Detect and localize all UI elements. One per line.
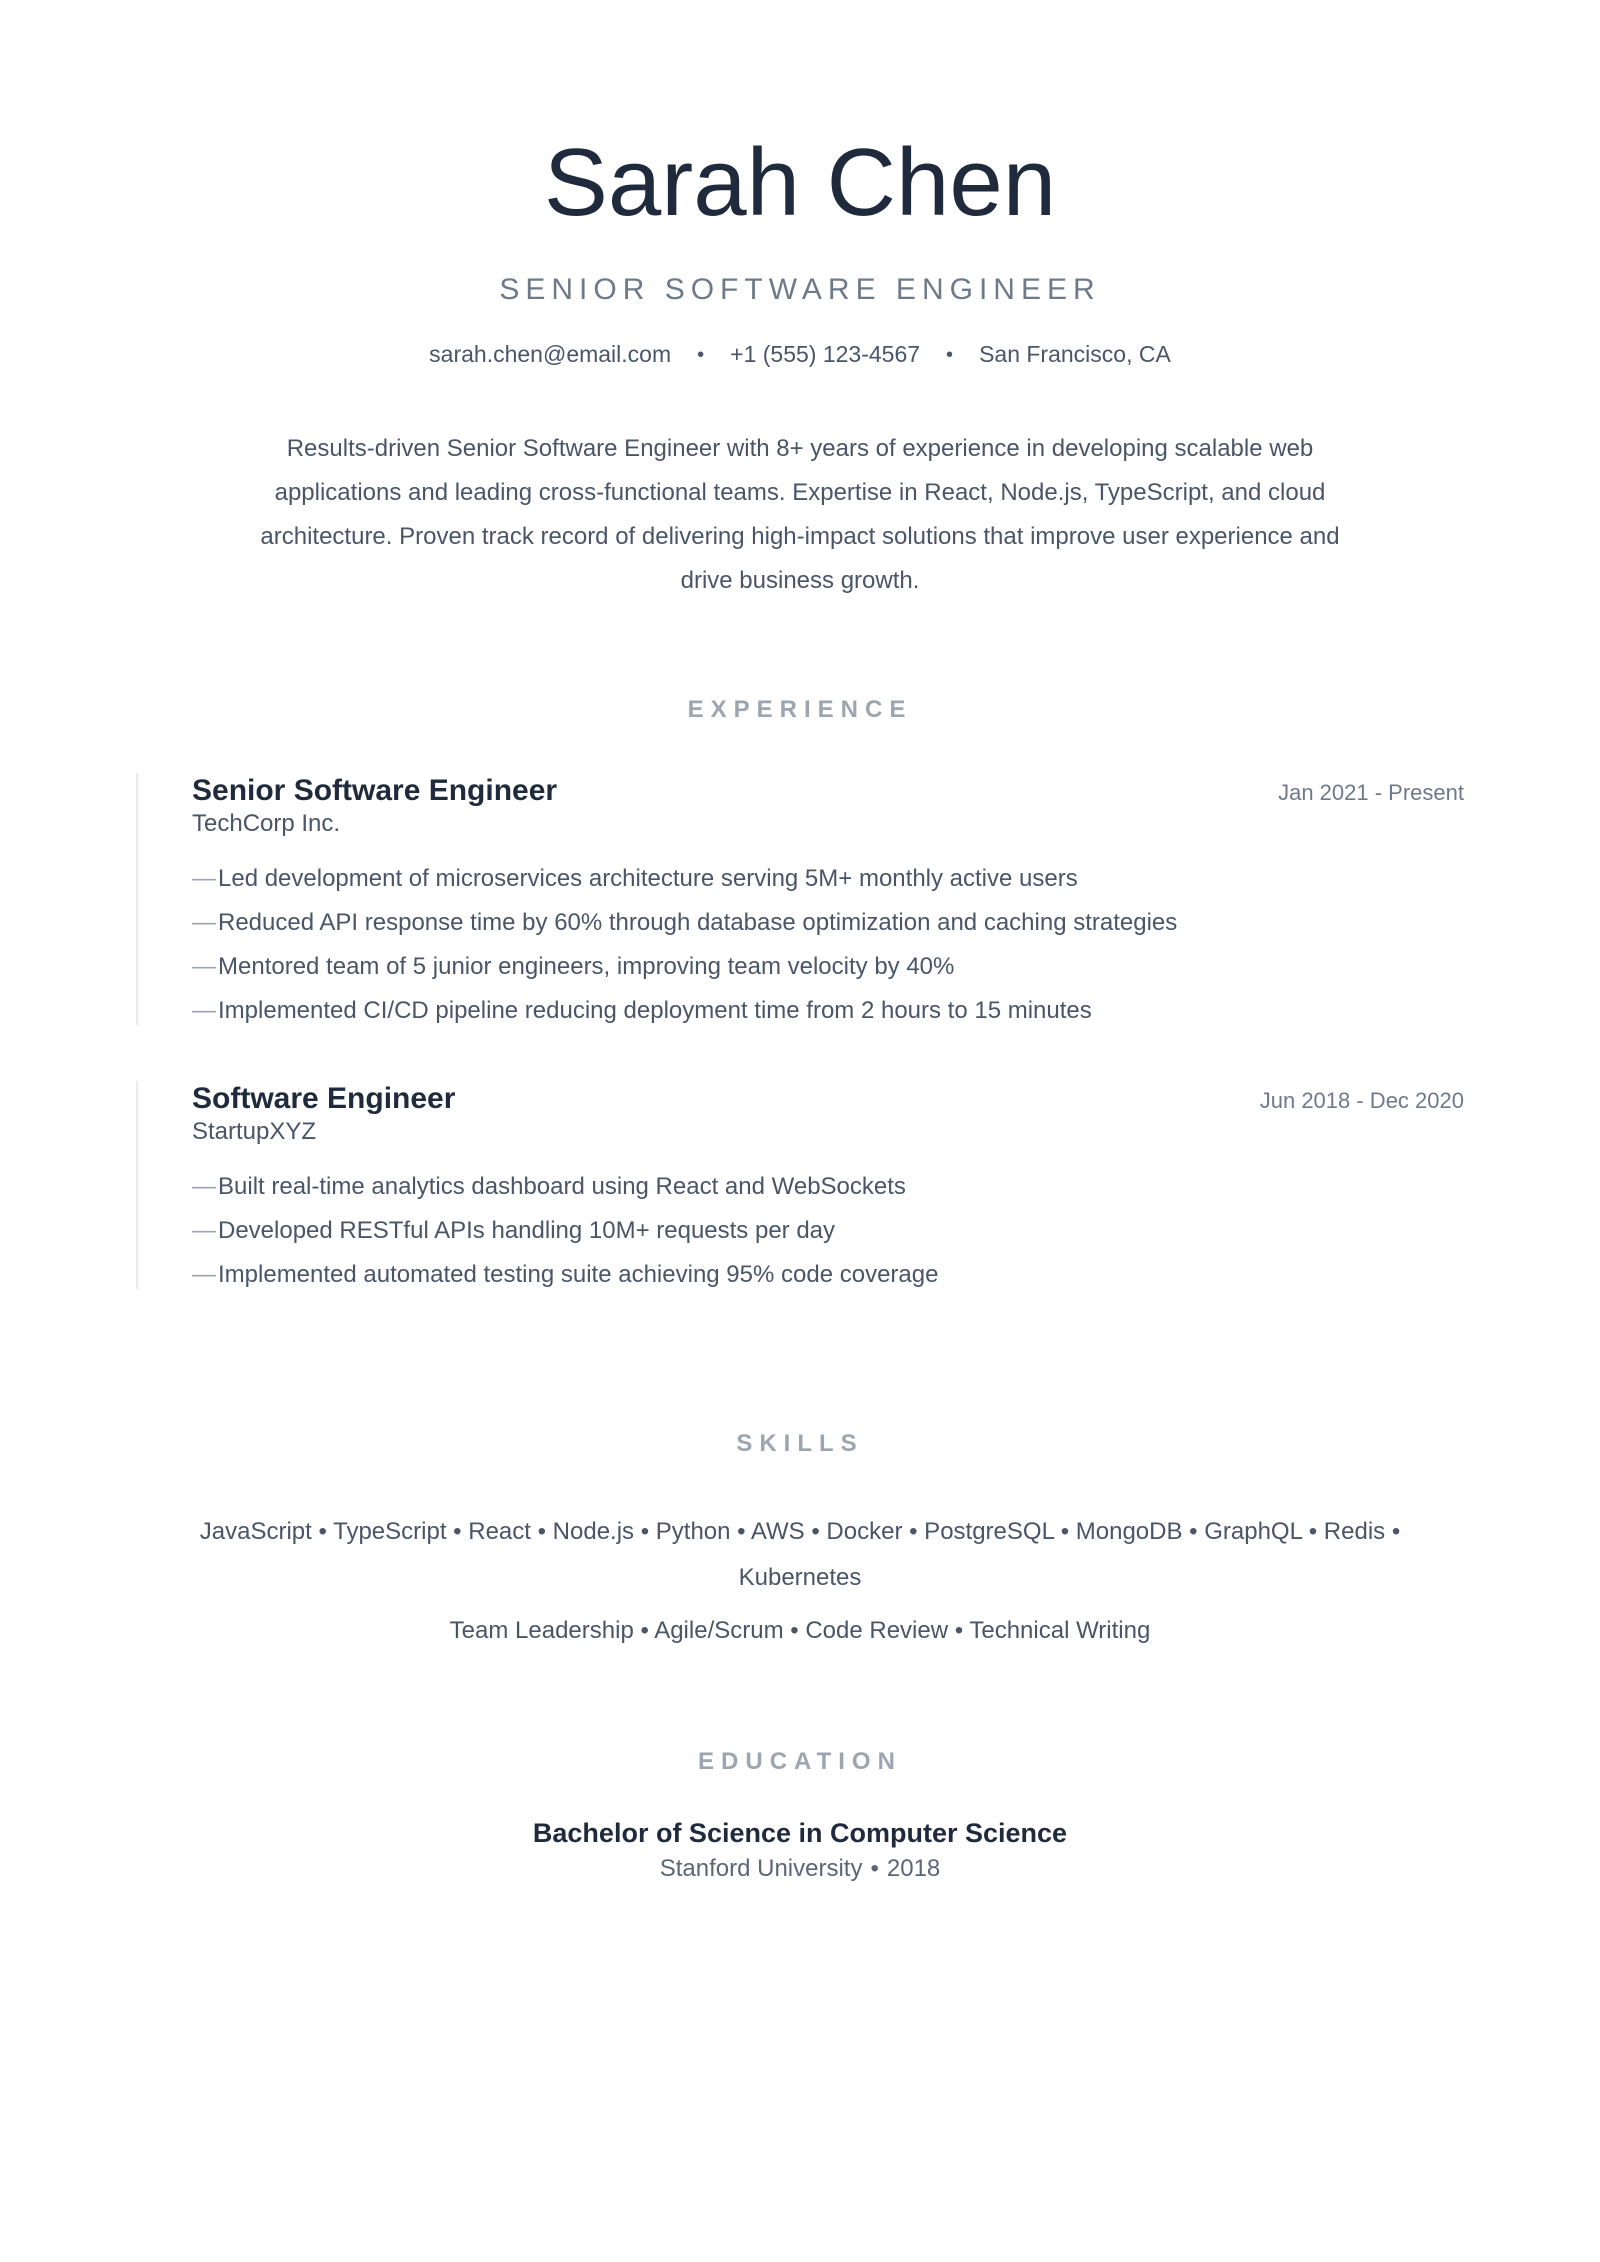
- bullet-dash-marker: —: [192, 864, 216, 892]
- school-year-separator: •: [870, 1854, 879, 1882]
- contact-separator: •: [946, 343, 954, 366]
- job-entry: [136, 773, 1464, 1025]
- bullet-dash-marker: —: [192, 952, 216, 980]
- job-dates: Jan 2021 - Present: [1278, 779, 1464, 805]
- bullet-dash-marker: —: [192, 1172, 216, 1200]
- list-item: [192, 997, 1464, 1025]
- job-title-company: [192, 773, 557, 839]
- list-item: [192, 1173, 1464, 1201]
- resume-header: [136, 130, 1464, 371]
- summary-text: Results-driven Senior Software Engineer with 8+ years of experience in developing scalable web applications and leading cross-functional teams. Expertise in React, Node.js, TypeScript, and cloud architecture. Proven track record of delivering high-impact solutions that improve user experience and drive business growth.: [260, 434, 1340, 594]
- job-company: TechCorp Inc.: [192, 809, 341, 837]
- contact-separator: •: [697, 343, 705, 366]
- skills-technical-line: JavaScript • TypeScript • React • Node.js • Python • AWS • Docker • PostgreSQL • MongoDB • GraphQL • Redis • Kubernetes: [199, 1517, 1401, 1591]
- education-section: [136, 1747, 1464, 1885]
- bullet-dash-marker: —: [192, 996, 216, 1024]
- job-title: Senior Software Engineer: [192, 773, 558, 807]
- bullet-list: [192, 1173, 1464, 1289]
- job-entry: [136, 1081, 1464, 1289]
- list-item: [192, 1217, 1464, 1245]
- contact-email: sarah.chen@email.com: [429, 340, 672, 367]
- graduation-year: 2018: [886, 1854, 941, 1882]
- bullet-text: Implemented CI/CD pipeline reducing deployment time from 2 hours to 15 minutes: [218, 996, 1092, 1024]
- job-company: StartupXYZ: [192, 1117, 317, 1145]
- job-title: Software Engineer: [192, 1081, 456, 1115]
- candidate-title: SENIOR SOFTWARE ENGINEER: [499, 272, 1101, 306]
- skills-soft-line: Team Leadership • Agile/Scrum • Code Review • Technical Writing: [449, 1616, 1151, 1644]
- job-dates: Jun 2018 - Dec 2020: [1259, 1087, 1464, 1113]
- bullet-dash-marker: —: [192, 908, 216, 936]
- contact-location: San Francisco, CA: [979, 340, 1171, 367]
- job-header: [192, 773, 1464, 839]
- education-section-heading: EDUCATION: [698, 1747, 902, 1775]
- bullet-text: Developed RESTful APIs handling 10M+ requests per day: [218, 1216, 836, 1244]
- job-title-company: [192, 1081, 455, 1147]
- contact-line: [136, 338, 1464, 371]
- bullet-dash-marker: —: [192, 1260, 216, 1288]
- list-item: [192, 953, 1464, 981]
- list-item: [192, 1261, 1464, 1289]
- bullet-text: Built real-time analytics dashboard using React and WebSockets: [218, 1172, 906, 1200]
- candidate-name: Sarah Chen: [543, 129, 1057, 236]
- bullet-text: Led development of microservices architecture serving 5M+ monthly active users: [218, 864, 1078, 892]
- school-line: [136, 1853, 1464, 1885]
- job-header: [192, 1081, 1464, 1147]
- list-item: [192, 909, 1464, 937]
- bullet-text: Implemented automated testing suite achieving 95% code coverage: [218, 1260, 939, 1288]
- contact-phone: +1 (555) 123-4567: [730, 340, 921, 367]
- skills-section-heading: SKILLS: [736, 1429, 864, 1457]
- bullet-list: [192, 865, 1464, 1025]
- experience-section-heading: EXPERIENCE: [687, 695, 913, 723]
- bullet-dash-marker: —: [192, 1216, 216, 1244]
- bullet-text: Mentored team of 5 junior engineers, improving team velocity by 40%: [218, 952, 955, 980]
- degree-name: Bachelor of Science in Computer Science: [532, 1817, 1068, 1848]
- list-item: [192, 865, 1464, 893]
- experience-section: [136, 695, 1464, 1289]
- skills-section: [136, 1429, 1464, 1647]
- bullet-text: Reduced API response time by 60% through database optimization and caching strategies: [218, 908, 1178, 936]
- school-name: Stanford University: [659, 1854, 863, 1882]
